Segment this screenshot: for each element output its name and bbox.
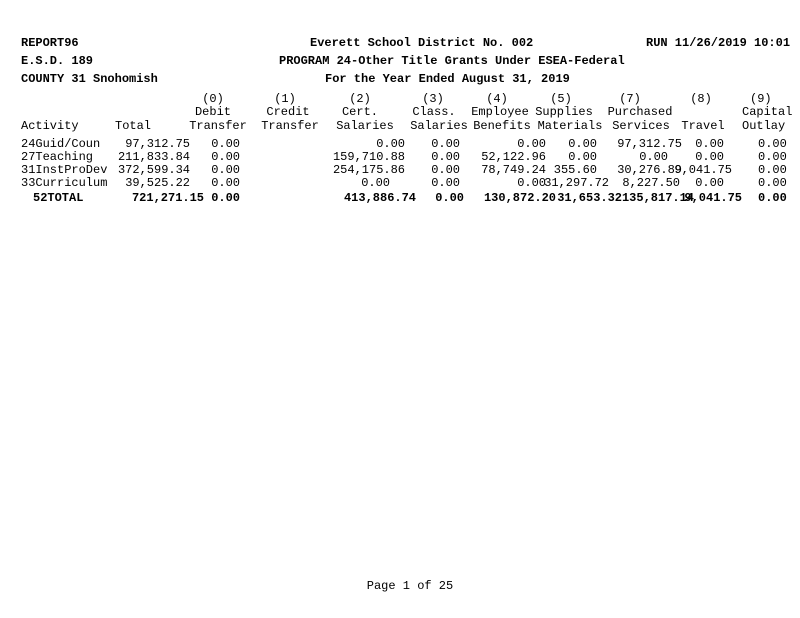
cell-employee-benefits: 0.00	[517, 137, 546, 151]
col-activity-label: Activity	[21, 119, 79, 133]
col-9-num: (9)	[750, 92, 772, 106]
cell-debit-transfer: 0.00	[211, 176, 240, 190]
cell-activity: 52TOTAL	[33, 191, 84, 205]
cell-employee-benefits: 52,122.96	[481, 150, 546, 164]
col-4-line1: Employee	[471, 105, 529, 119]
col-2-num: (2)	[349, 92, 371, 106]
county-label: COUNTY 31 Snohomish	[21, 72, 158, 86]
col-3-num: (3)	[422, 92, 444, 106]
col-3-line2: Salaries	[410, 119, 468, 133]
cell-cert-salaries: 413,886.74	[343, 191, 416, 205]
program-label: PROGRAM 24-Other Title Grants Under ESEA-Federal	[279, 54, 625, 68]
cell-supplies: 0.00	[568, 137, 597, 151]
cell-capital-outlay: 0.00	[758, 163, 787, 177]
cell-debit-transfer: 0.00	[211, 137, 240, 151]
cell-purchased-services: 0.00	[639, 150, 668, 164]
page-number: Page 1 of 25	[366, 579, 454, 593]
cell-supplies: 31,653.32	[557, 191, 622, 205]
cell-travel: 0.00	[695, 176, 724, 190]
cell-total: 211,833.84	[117, 150, 190, 164]
esd-label: E.S.D. 189	[21, 54, 94, 68]
col-7-line2: Services	[612, 119, 670, 133]
cell-class-salaries: 0.00	[435, 191, 464, 205]
cell-travel: 9,041.75	[684, 191, 742, 205]
cell-supplies: 31,297.72	[544, 176, 609, 190]
cell-purchased-services: 8,227.50	[622, 176, 680, 190]
col-1-num: (1)	[274, 92, 296, 106]
cell-purchased-services: 30,276.89	[617, 163, 682, 177]
col-0-line2: Transfer	[189, 119, 247, 133]
period-label: For the Year Ended August 31, 2019	[325, 72, 570, 86]
cell-purchased-services: 97,312.75	[617, 137, 682, 151]
cell-activity: 27Teaching	[21, 150, 94, 164]
col-5-line2: Materials	[537, 119, 603, 133]
cell-debit-transfer: 0.00	[211, 163, 240, 177]
cell-total: 39,525.22	[125, 176, 190, 190]
cell-class-salaries: 0.00	[431, 176, 460, 190]
col-9-line2: Outlay	[742, 119, 786, 133]
cell-class-salaries: 0.00	[431, 137, 460, 151]
col-1-line2: Transfer	[261, 119, 319, 133]
cell-debit-transfer: 0.00	[211, 191, 240, 205]
col-total-label: Total	[115, 119, 152, 133]
cell-cert-salaries: 0.00	[361, 176, 390, 190]
cell-supplies: 0.00	[568, 150, 597, 164]
col-0-line1: Debit	[194, 105, 231, 119]
cell-debit-transfer: 0.00	[211, 150, 240, 164]
cell-capital-outlay: 0.00	[758, 191, 787, 205]
cell-employee-benefits: 0.00	[517, 176, 546, 190]
cell-purchased-services: 135,817.14	[621, 191, 694, 205]
col-5-num: (5)	[550, 92, 572, 106]
cell-employee-benefits: 78,749.24	[481, 163, 546, 177]
report-id: REPORT96	[21, 36, 79, 50]
cell-travel: 0.00	[695, 150, 724, 164]
cell-total: 721,271.15	[131, 191, 204, 205]
col-9-line1: Capital	[742, 105, 793, 119]
cell-travel: 9,041.75	[674, 163, 732, 177]
cell-cert-salaries: 254,175.86	[332, 163, 405, 177]
district-name: Everett School District No. 002	[310, 36, 534, 50]
run-timestamp: RUN 11/26/2019 10:01	[646, 36, 791, 50]
cell-total: 372,599.34	[117, 163, 190, 177]
cell-travel: 0.00	[695, 137, 724, 151]
col-0-num: (0)	[202, 92, 224, 106]
cell-activity: 31InstProDev	[21, 163, 108, 177]
col-8-line2: Travel	[681, 119, 725, 133]
col-2-line1: Cert.	[341, 105, 378, 119]
cell-supplies: 355.60	[553, 163, 597, 177]
col-5-line1: Supplies	[535, 105, 593, 119]
col-2-line2: Salaries	[336, 119, 394, 133]
cell-activity: 24Guid/Coun	[21, 137, 101, 151]
cell-capital-outlay: 0.00	[758, 176, 787, 190]
cell-total: 97,312.75	[125, 137, 190, 151]
col-8-num: (8)	[690, 92, 712, 106]
col-3-line1: Class.	[412, 105, 456, 119]
cell-employee-benefits: 130,872.20	[483, 191, 556, 205]
col-4-num: (4)	[486, 92, 508, 106]
cell-capital-outlay: 0.00	[758, 137, 787, 151]
cell-class-salaries: 0.00	[431, 150, 460, 164]
col-7-num: (7)	[619, 92, 641, 106]
cell-activity: 33Curriculum	[21, 176, 108, 190]
cell-cert-salaries: 0.00	[376, 137, 405, 151]
cell-capital-outlay: 0.00	[758, 150, 787, 164]
col-1-line1: Credit	[266, 105, 310, 119]
cell-cert-salaries: 159,710.88	[332, 150, 405, 164]
col-7-line1: Purchased	[607, 105, 673, 119]
cell-class-salaries: 0.00	[431, 163, 460, 177]
col-4-line2: Benefits	[473, 119, 531, 133]
